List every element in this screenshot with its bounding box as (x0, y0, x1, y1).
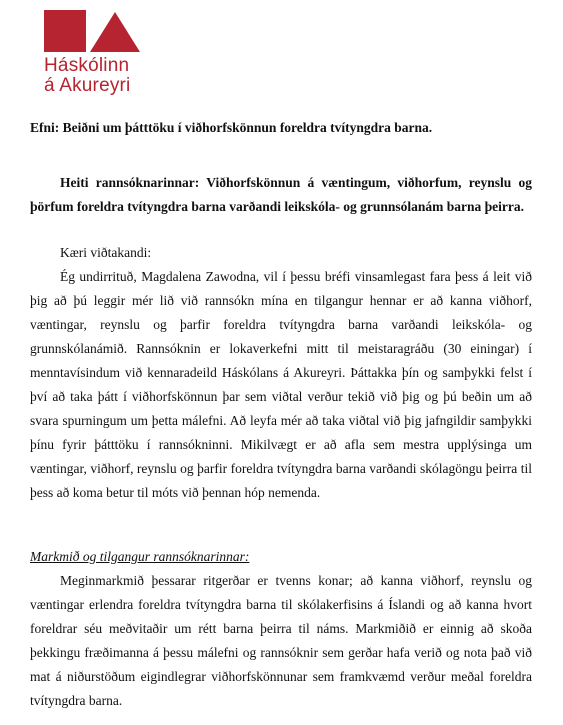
logo-line-1: Háskólinn (44, 55, 130, 76)
university-logo (44, 10, 154, 96)
study-title-text: Heiti rannsóknarinnar: Viðhorfskönnun á væntingum, viðhorfum, reynslu og þörfum foreldra tvítyngdra barna varðandi leikskóla- og grunnsólanám barna þeirra. (30, 175, 532, 214)
section-heading-text: Markmið og tilgangur rannsóknarinnar: (30, 549, 250, 564)
section-heading (30, 545, 532, 569)
subject-text: Efni: Beiðni um þátttöku í viðhorfskönnun foreldra tvítyngdra barna. (30, 120, 433, 135)
subject-line (30, 116, 532, 140)
section-body-text: Meginmarkmið þessarar ritgerðar er tvenns konar; að kanna viðhorf, reynslu og væntingar erlendra foreldra tvítyngdra barna til skólakerfisins á Íslandi og að kanna hvort foreldrar séu meðvitaðir um rétt barna þeirra til náms. Markmiðið er einnig að skoða þekkingu fræðimanna á þessu málefni og rannsóknir sem gerðar hafa verið og nota það við mat á niðurstöðum eigindlegrar viðhorfskönnunar sem framkvæmd verður meðal foreldra tvítyngdra barna. (30, 573, 532, 708)
greeting-text: Kæri viðtakandi: (60, 245, 152, 260)
section-paragraph (30, 569, 532, 713)
greeting (30, 241, 532, 265)
intro-text: Ég undirrituð, Magdalena Zawodna, vil í þessu bréfi vinsamlegast fara þess á leit við þig að þú leggir mér lið við rannsókn mína en tilgangur hennar er að kanna viðhorf, væntingar, reynslu og þarfir foreldra tvítyngdra barna varðandi leikskóla- og grunnskólanámið. Rannsóknin er lokaverkefni mitt til meistaragráðu (30 einingar) í menntavísindum við kennaradeild Háskólans á Akureyri. Þáttakka þín og samþykki felst í því að taka þátt í viðhorfskönnun þar sem viðtal verður tekið við þig og þú beðin um að svara spurningum um þetta málefni. Að leyfa mér að taka viðtal við þig jafngildir samþykki þínu fyrir þátttöku í rannsókninni. Mikilvægt er að afla sem mestra upplýsinga um væntingar, viðhorf, reynslu og þarfir foreldra tvítyngdra barna varðandi skólagöngu þeirra til þess að koma betur til móts við þennan hóp nemenda. (30, 269, 532, 500)
logo-text (44, 56, 154, 96)
triangle-logo-icon (44, 10, 140, 54)
study-title (30, 171, 532, 219)
logo-line-2: á Akureyri (44, 75, 131, 96)
intro-paragraph (30, 265, 532, 505)
